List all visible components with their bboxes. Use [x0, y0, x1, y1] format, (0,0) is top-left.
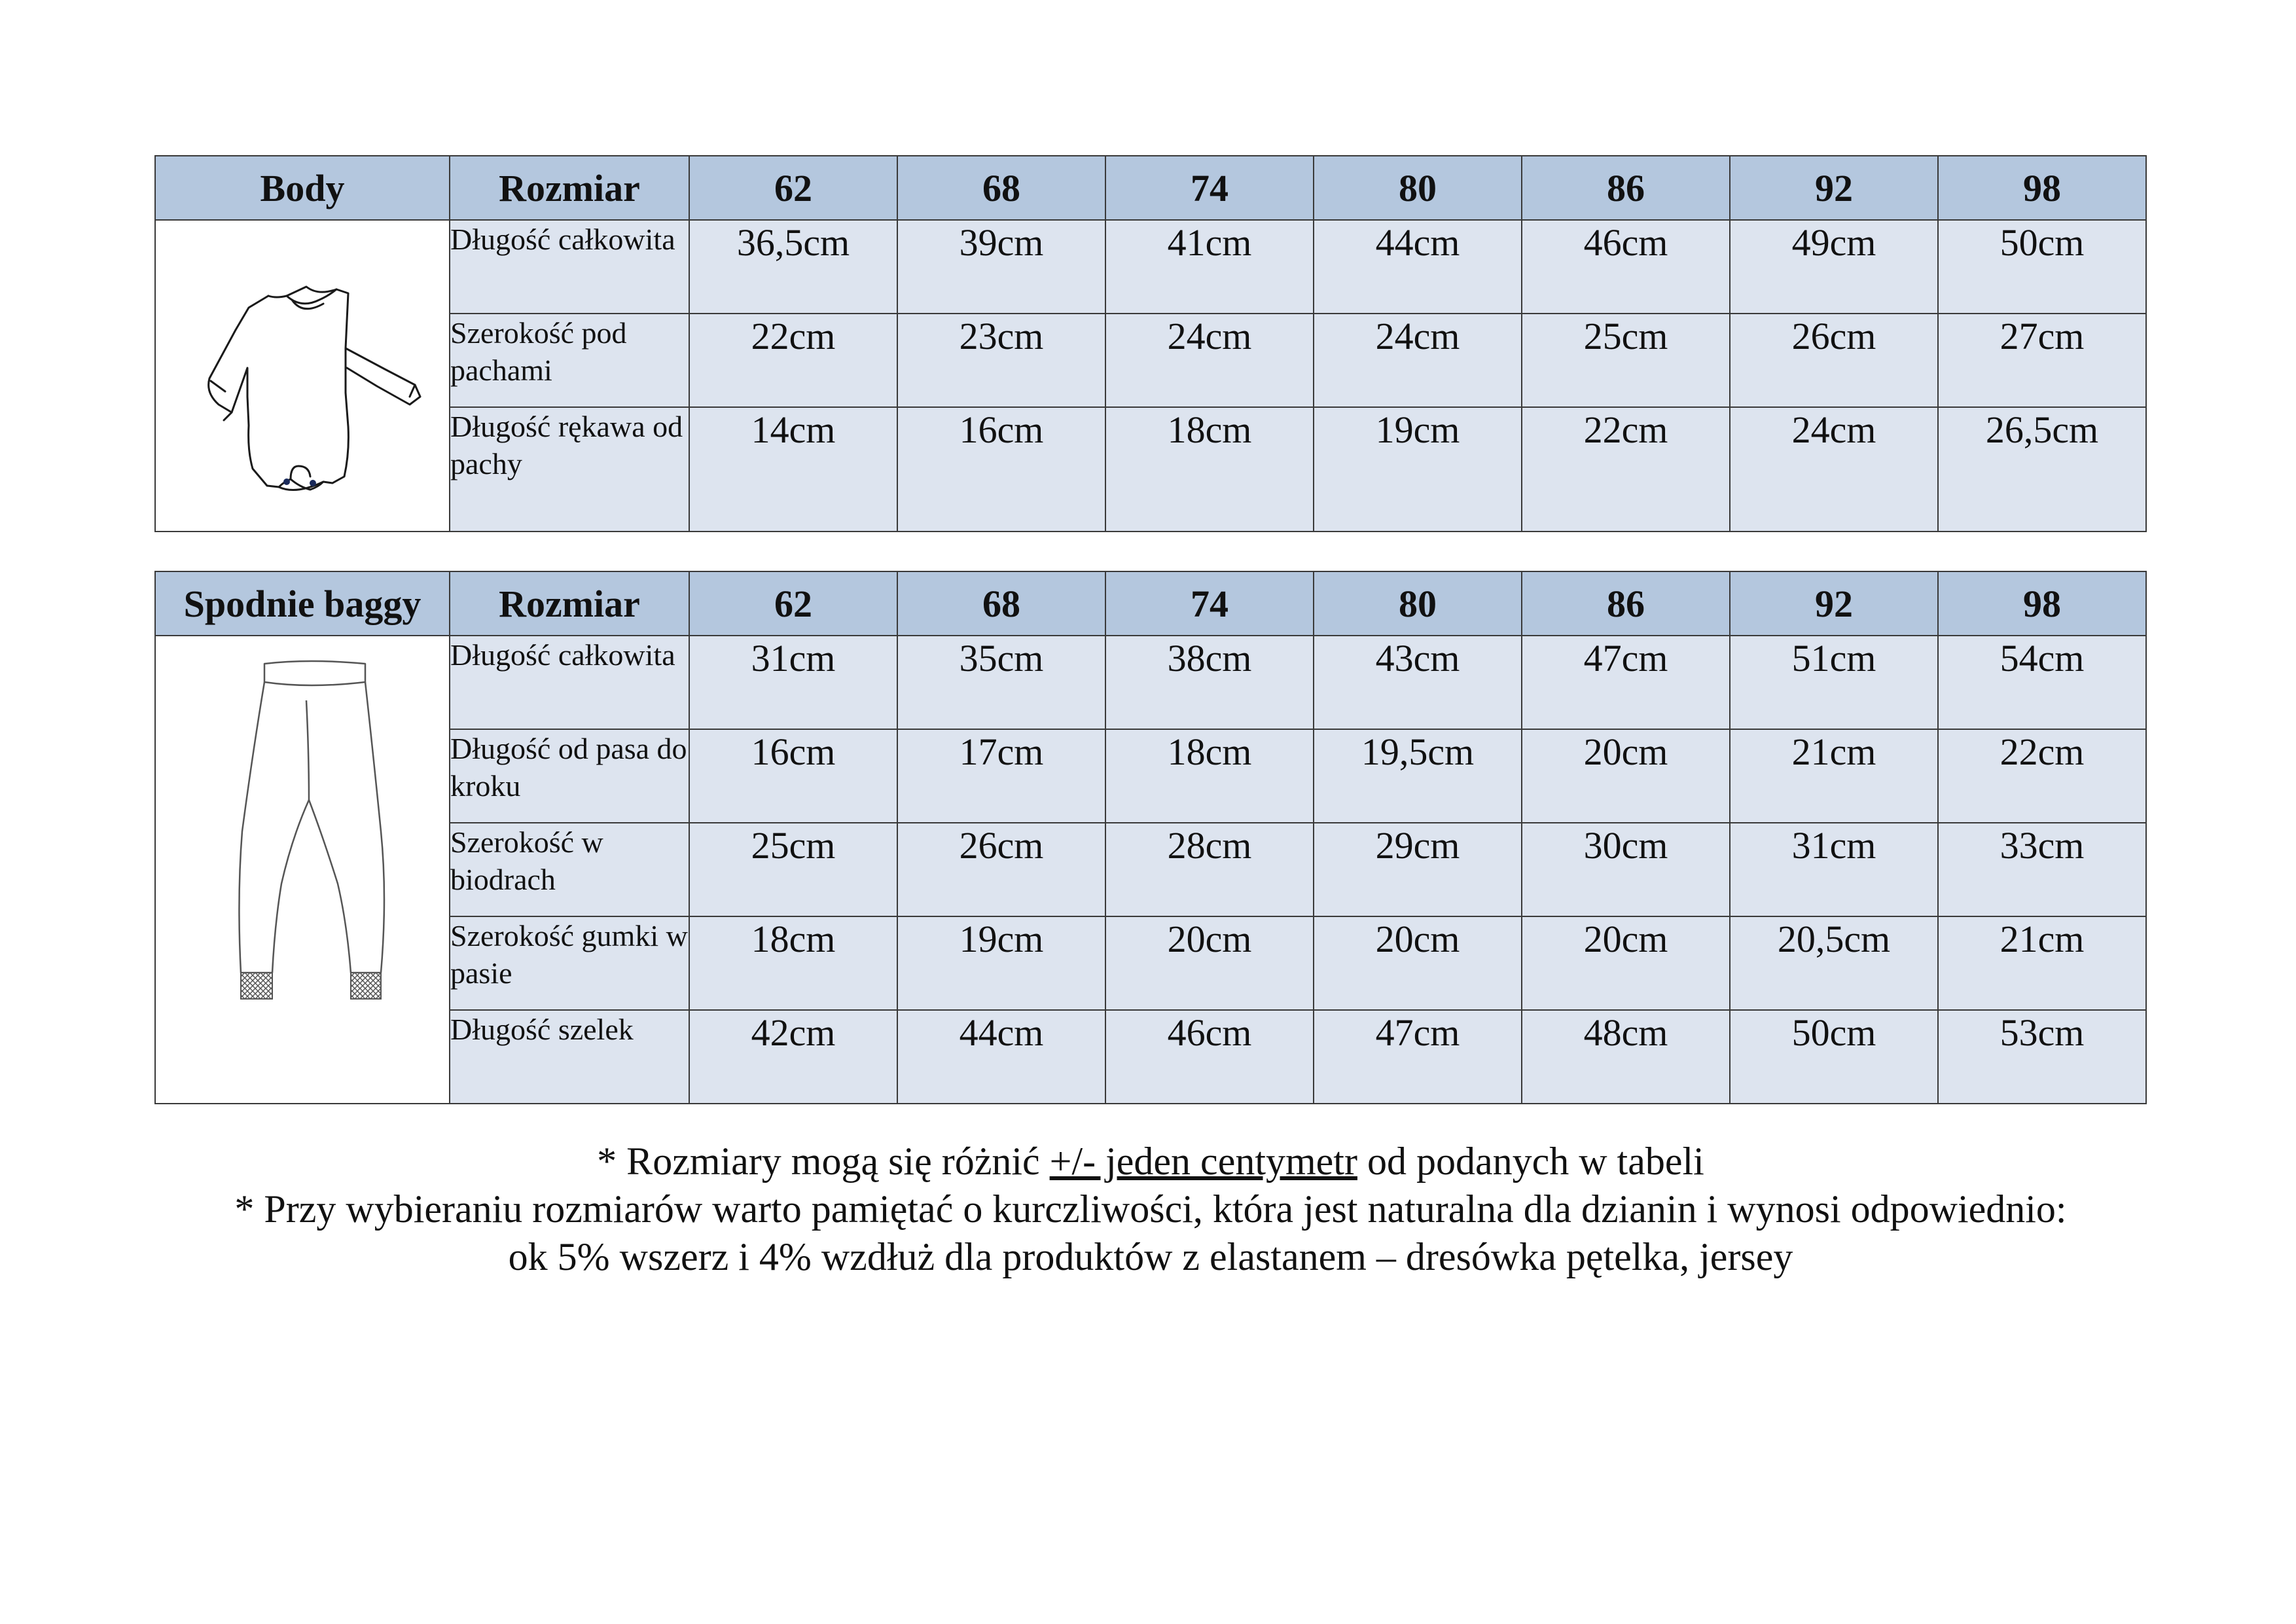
table-cell: 17cm	[897, 729, 1105, 823]
table-cell: 22cm	[689, 314, 897, 407]
table-cell: 25cm	[689, 823, 897, 916]
table-cell: 42cm	[689, 1010, 897, 1104]
size-column-header: 92	[1730, 571, 1938, 636]
table-cell: 19,5cm	[1314, 729, 1522, 823]
pants-illustration-cell	[155, 636, 450, 1104]
bodysuit-illustration-cell	[155, 220, 450, 532]
note-line-3: ok 5% wszerz i 4% wzdłuż dla produktów z elastanem – dresówka pętelka, jersey	[508, 1235, 1793, 1278]
table-cell: 48cm	[1522, 1010, 1730, 1104]
size-column-header: 86	[1522, 156, 1730, 220]
size-column-header: 98	[1938, 571, 2146, 636]
note-line-2: * Przy wybieraniu rozmiarów warto pamiętać o kurczliwości, która jest naturalna dla dzianin i wynosi odpowiednio:	[234, 1187, 2067, 1231]
table-cell: 38cm	[1105, 636, 1314, 729]
table-cell: 20cm	[1522, 916, 1730, 1010]
table-cell: 46cm	[1105, 1010, 1314, 1104]
table-cell: 53cm	[1938, 1010, 2146, 1104]
size-column-header: 92	[1730, 156, 1938, 220]
bodysuit-illustration	[171, 257, 433, 492]
size-column-header: 62	[689, 156, 897, 220]
table-cell: 20cm	[1522, 729, 1730, 823]
table-cell: 19cm	[897, 916, 1105, 1010]
measurement-label: Długość całkowita	[450, 220, 689, 314]
header-row	[155, 156, 2146, 220]
table-row	[155, 1010, 2146, 1104]
table-cell: 36,5cm	[689, 220, 897, 314]
measurement-label: Długość od pasa do kroku	[450, 729, 689, 823]
table-cell: 18cm	[689, 916, 897, 1010]
note-text: * Rozmiary mogą się różnić	[597, 1140, 1050, 1183]
table-title: Spodnie baggy	[155, 571, 450, 636]
pants-size-table	[154, 571, 2147, 1104]
measurement-label: Szerokość w biodrach	[450, 823, 689, 916]
size-header: Rozmiar	[450, 571, 689, 636]
table-cell: 44cm	[1314, 220, 1522, 314]
table-cell: 22cm	[1522, 407, 1730, 532]
table-row	[155, 916, 2146, 1010]
table-cell: 24cm	[1730, 407, 1938, 532]
table-cell: 14cm	[689, 407, 897, 532]
table-cell: 26,5cm	[1938, 407, 2146, 532]
size-header: Rozmiar	[450, 156, 689, 220]
table-cell: 46cm	[1522, 220, 1730, 314]
measurement-label: Długość całkowita	[450, 636, 689, 729]
table-cell: 16cm	[689, 729, 897, 823]
measurement-label: Szerokość pod pachami	[450, 314, 689, 407]
note-line-1	[154, 1138, 2147, 1185]
table-row	[155, 220, 2146, 314]
header-row	[155, 571, 2146, 636]
table-cell: 35cm	[897, 636, 1105, 729]
size-column-header: 98	[1938, 156, 2146, 220]
table-cell: 51cm	[1730, 636, 1938, 729]
size-column-header: 68	[897, 156, 1105, 220]
table-cell: 44cm	[897, 1010, 1105, 1104]
size-notes	[154, 1138, 2147, 1281]
table-row	[155, 729, 2146, 823]
table-cell: 21cm	[1730, 729, 1938, 823]
table-cell: 20,5cm	[1730, 916, 1938, 1010]
table-cell: 18cm	[1105, 729, 1314, 823]
body-size-table	[154, 155, 2147, 532]
size-column-header: 80	[1314, 156, 1522, 220]
size-column-header: 62	[689, 571, 897, 636]
table-cell: 23cm	[897, 314, 1105, 407]
table-cell: 19cm	[1314, 407, 1522, 532]
table-cell: 27cm	[1938, 314, 2146, 407]
table-cell: 31cm	[689, 636, 897, 729]
size-column-header: 80	[1314, 571, 1522, 636]
table-cell: 49cm	[1730, 220, 1938, 314]
table-row	[155, 636, 2146, 729]
table-cell: 47cm	[1522, 636, 1730, 729]
baggy-pants-illustration	[171, 648, 433, 1015]
table-cell: 43cm	[1314, 636, 1522, 729]
measurement-label: Szerokość gumki w pasie	[450, 916, 689, 1010]
table-cell: 28cm	[1105, 823, 1314, 916]
table-cell: 25cm	[1522, 314, 1730, 407]
table-cell: 41cm	[1105, 220, 1314, 314]
table-cell: 33cm	[1938, 823, 2146, 916]
table-row	[155, 823, 2146, 916]
size-column-header: 68	[897, 571, 1105, 636]
table-cell: 47cm	[1314, 1010, 1522, 1104]
table-cell: 18cm	[1105, 407, 1314, 532]
note-text: od podanych w tabeli	[1357, 1140, 1704, 1183]
table-cell: 50cm	[1938, 220, 2146, 314]
table-row	[155, 314, 2146, 407]
table-title: Body	[155, 156, 450, 220]
underlined-tolerance: +/- jeden centymetr	[1049, 1140, 1357, 1183]
size-column-header: 74	[1105, 571, 1314, 636]
measurement-label: Długość rękawa od pachy	[450, 407, 689, 532]
table-cell: 31cm	[1730, 823, 1938, 916]
table-cell: 54cm	[1938, 636, 2146, 729]
size-column-header: 74	[1105, 156, 1314, 220]
table-cell: 26cm	[897, 823, 1105, 916]
table-cell: 21cm	[1938, 916, 2146, 1010]
table-cell: 16cm	[897, 407, 1105, 532]
table-cell: 50cm	[1730, 1010, 1938, 1104]
table-cell: 24cm	[1105, 314, 1314, 407]
table-cell: 24cm	[1314, 314, 1522, 407]
table-row	[155, 407, 2146, 532]
table-cell: 39cm	[897, 220, 1105, 314]
size-column-header: 86	[1522, 571, 1730, 636]
table-cell: 22cm	[1938, 729, 2146, 823]
measurement-label: Długość szelek	[450, 1010, 689, 1104]
table-cell: 20cm	[1314, 916, 1522, 1010]
table-cell: 20cm	[1105, 916, 1314, 1010]
table-cell: 26cm	[1730, 314, 1938, 407]
table-cell: 30cm	[1522, 823, 1730, 916]
table-cell: 29cm	[1314, 823, 1522, 916]
